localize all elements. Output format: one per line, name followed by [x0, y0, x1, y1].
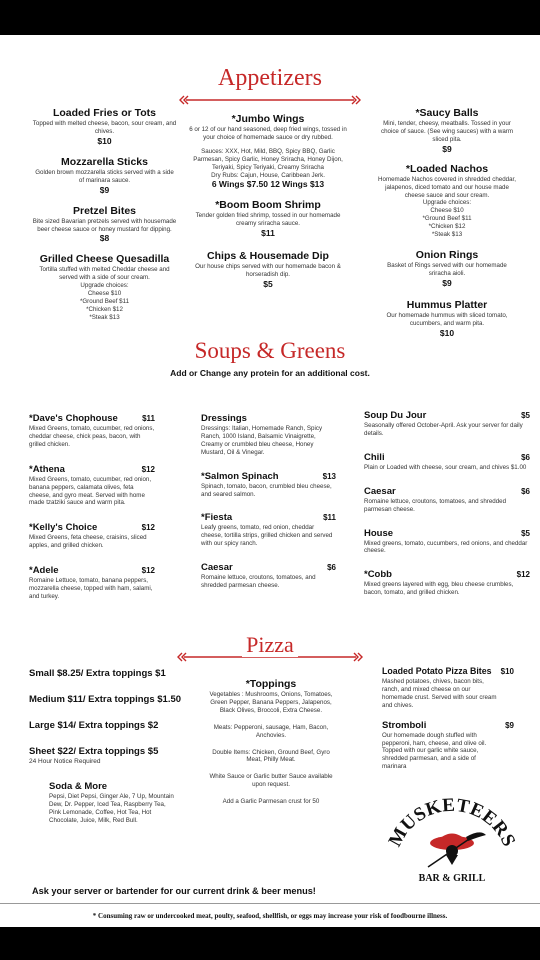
item-price: $5 [521, 528, 530, 538]
item-name: *Toppings [245, 678, 297, 690]
item-name: Pretzel Bites [72, 204, 137, 217]
item-price: $6 [521, 452, 530, 462]
item-name: *Boom Boom Shrimp [215, 199, 321, 212]
menu-item [201, 511, 336, 548]
item-name: Loaded Potato Pizza Bites [382, 666, 492, 676]
item-description: Our house chips served with our homemade bacon & horseradish dip. [195, 263, 341, 279]
item-price: $12 [516, 570, 530, 580]
item-price: $10 [97, 135, 112, 146]
item-description: Our homemade dough stuffed with pepperoni, ham, cheese, and olive oil. Topped with our garlic white sauce, shredded parmesan, and a side of marinara [382, 731, 487, 771]
sheet-notice: 24 Hour Notice Required [29, 758, 101, 765]
menu-item [376, 249, 518, 289]
pizza-size: Medium $11/ Extra toppings $1.50 [29, 694, 182, 705]
menu-item [364, 409, 530, 438]
item-description: Our homemade hummus with sliced tomato, cucumbers, and warm pita. [386, 311, 508, 327]
toppings-sauce: White Sauce or Garlic butter Sauce available upon request. [209, 773, 333, 789]
appetizers-arrow-divider [178, 95, 362, 105]
item-description: Mashed potatoes, chives, bacon bits, ranch, and mixed cheese on our homemade crust. Served with sour cream and chives. [382, 678, 497, 709]
item-name: Loaded Fries or Tots [52, 107, 157, 119]
menu-page [0, 35, 540, 927]
item-name: Hummus Platter [406, 298, 488, 311]
item-description: Mixed Greens, tomato, cucumber, red onion, banana peppers, calamata olives, feta cheese, and gyro meat. Served with home made tzatziki sauce and warm pita. [29, 475, 152, 507]
menu-item [364, 485, 530, 514]
soups-heading: Soups & Greens [194, 338, 346, 363]
menu-item [186, 113, 350, 190]
pizza-size: Small $8.25/ Extra toppings $1 [29, 668, 166, 679]
menu-item [186, 250, 350, 290]
item-description: Tortilla stuffed with melted Cheddar cheese and served with a side of sour cream. [39, 266, 170, 282]
upgrade-line: Upgrade choices: [422, 199, 472, 207]
item-price: 6 Wings $7.50 12 Wings $13 [211, 179, 325, 190]
item-description: Romaine lettuce, croutons, tomatoes, and shredded parmesan cheese. [201, 574, 316, 590]
item-description: Dressings: Italian, Homemade Ranch, Spicy Ranch, 1000 Island, Balsamic Vinaigrette, Creamy or crumbled bleu cheese, Honey Mustard, Oil & Vinegar. [201, 425, 323, 456]
app-right-column [376, 107, 518, 339]
item-description: Mixed Greens, tomato, cucumber, red onions, cheddar cheese, chick peas, bacon, with grilled chicken. [29, 425, 155, 448]
item-name: Chips & Housemade Dip [207, 250, 329, 263]
menu-item [376, 107, 518, 155]
item-price: $12 [141, 523, 155, 533]
upgrade-line: Cheese $10 [87, 290, 122, 298]
menu-item [32, 253, 177, 321]
menu-item [376, 163, 518, 239]
upgrade-line: *Steak $13 [431, 231, 463, 239]
menu-item [201, 412, 336, 457]
pizza-size: Large $14/ Extra toppings $2 [29, 720, 159, 731]
item-description: Plain or Loaded with cheese, sour cream, and chives $1.00 [364, 463, 527, 471]
item-price: $13 [322, 471, 336, 481]
upgrade-line: *Steak $13 [89, 313, 120, 321]
logo-subtitle: BAR & GRILL [418, 873, 486, 884]
item-name: Mozzarella Sticks [61, 155, 148, 168]
toppings-column [207, 678, 335, 806]
app-left-column [32, 107, 177, 322]
item-price: $8 [99, 233, 110, 244]
item-description: Leafy greens, tomato, red onion, cheddar cheese, tortilla strips, grilled chicken and served with our spicy ranch. [201, 524, 333, 548]
upgrade-line: Upgrade choices: [80, 282, 129, 290]
item-description: Bite sized Bavarian pretzels served with housemade beer cheese sauce or honey mustard for dipping. [32, 217, 177, 233]
greens-mid-column [201, 412, 336, 590]
item-price: $11 [323, 513, 336, 523]
appetizers-heading: Appetizers [218, 65, 322, 91]
item-name: *Athena [29, 463, 65, 475]
menu-item [29, 521, 155, 550]
menu-item [29, 780, 179, 825]
upgrade-line: *Ground Beef $11 [422, 215, 472, 223]
item-name: Stromboli [382, 719, 427, 731]
item-name: *Loaded Nachos [405, 162, 489, 175]
item-description: Mini, tender, cheesy, meatballs. Tossed in your choice of sauce. (See wing sauces) with a warm sliced pita. [380, 120, 514, 143]
item-description: 6 or 12 of our hand seasoned, deep fried wings, tossed in your choice of homemade sauce or dry rubbed. [189, 126, 347, 141]
menu-item [186, 199, 350, 239]
menu-item [364, 527, 530, 556]
menu-item [364, 451, 530, 472]
wing-rubs: Dry Rubs: Cajun, House, Caribbean Jerk. [211, 171, 325, 179]
toppings-meats: Meats: Pepperoni, sausage, Ham, Bacon, Anchovies. [213, 723, 329, 739]
musketeer-icon [428, 832, 486, 867]
greens-left-column [29, 412, 155, 601]
menu-item [376, 299, 518, 339]
food-safety-warning: * Consuming raw or undercooked meat, poulty, seafood, shellfish, or eggs may increase your risk of foodbourne illness. [92, 912, 448, 920]
item-description: Spinach, tomato, bacon, crumbled bleu cheese, and seared salmon. [201, 482, 332, 498]
pizza-size: Sheet $22/ Extra toppings $5 [29, 746, 159, 757]
item-description: Homemade Nachos covered in shredded cheddar, jalapenos, diced tomato and our house made cheese sauce and sour cream. [378, 175, 516, 199]
menu-item [32, 205, 177, 245]
menu-item [29, 564, 155, 601]
item-price: $11 [261, 228, 275, 239]
menu-item [32, 156, 177, 196]
menu-item [201, 470, 336, 499]
item-price: $5 [521, 411, 530, 420]
soups-protein-note: Add or Change any protein for an additional cost. [170, 368, 370, 378]
item-name: Dressings [201, 413, 247, 424]
upgrade-line: Cheese $10 [430, 207, 464, 215]
item-name: *Cobb [364, 569, 392, 581]
item-name: Onion Rings [415, 248, 479, 261]
item-description: Mixed greens, tomato, cucumbers, red onions, and cheddar cheese. [364, 539, 528, 555]
pizza-heading [200, 633, 340, 657]
menu-item [382, 719, 514, 772]
upgrade-line: *Ground Beef $11 [79, 298, 130, 306]
pizza-left-column [29, 668, 199, 825]
toppings-vegetables: Vegetables : Mushrooms, Onions, Tomatoes, Green Pepper, Banana Peppers, Jalapenos, Black Olives, Broccoli, Extra Cheese. [209, 691, 333, 714]
wing-sauces: Sauces: XXX, Hot, Mild, BBQ, Spicy BBQ, Garlic Parmesan, Spicy Garlic, Honey Sriracha, Honey Dijon, Teriyaki, Spicy Teriyaki, Creamy Sriracha [193, 147, 343, 171]
item-description: Tender golden fried shrimp, tossed in our homemade creamy sriracha sauce. [195, 212, 341, 228]
item-price: $10 [500, 667, 514, 676]
item-name: Caesar [364, 485, 396, 497]
pizza-right-column [382, 665, 514, 771]
item-description: Romaine lettuce, croutons, tomatoes, and shredded parmesan cheese. [364, 497, 507, 513]
item-price: $10 [439, 327, 455, 338]
item-description: Pepsi, Diet Pepsi, Ginger Ale, 7 Up, Mountain Dew, Dr. Pepper, Iced Tea, Raspberry Tea, Pink Lemonade, Coffee, Hot Tea, Hot Chocolate, Juice, Milk, Red Bull. [49, 793, 174, 824]
item-price: $5 [263, 279, 273, 290]
item-description: Romaine Lettuce, tomato, banana peppers, mozzarella cheese, topped with ham, salami, and turkey. [29, 577, 153, 600]
toppings-parmesan: Add a Garlic Parmesan crust for 50 [222, 798, 320, 806]
menu-item [382, 665, 514, 710]
item-price: $11 [142, 414, 155, 423]
item-description: Mixed Greens, feta cheese, craisins, sliced apples, and grilled chicken. [29, 534, 147, 550]
item-name: *Kelly's Choice [29, 522, 98, 534]
item-name: Chili [364, 451, 385, 463]
item-description: Topped with melted cheese, bacon, sour cream, and chives. [32, 120, 177, 135]
item-price: $9 [99, 184, 110, 195]
upgrade-line: *Chicken $12 [428, 223, 466, 231]
item-description: Golden brown mozzarella sticks served with a side of marinara sauce. [35, 168, 174, 184]
menu-item [29, 412, 155, 449]
item-price: $12 [141, 566, 155, 576]
item-name: *Adele [29, 565, 59, 577]
upgrade-line: *Chicken $12 [86, 305, 123, 313]
app-mid-column [186, 113, 350, 290]
item-description: Mixed greens layered with egg, bleu cheese crumbles, bacon, tomato, and grilled chicken. [364, 581, 514, 597]
item-name: Grilled Cheese Quesadilla [39, 253, 170, 266]
menu-item [29, 463, 155, 508]
item-name: House [364, 527, 394, 539]
item-price: $12 [141, 464, 155, 474]
item-name: Soda & More [49, 781, 108, 792]
item-price: $9 [442, 143, 452, 154]
item-price: $9 [442, 277, 452, 288]
item-name: *Jumbo Wings [231, 113, 305, 125]
item-price: $9 [505, 720, 514, 730]
item-name: *Salmon Spinach [201, 470, 279, 482]
logo-name: MUSKETEERS [384, 794, 520, 851]
greens-right-column [364, 409, 530, 597]
toppings-double: Double Items: Chicken, Ground Beef, Gyro Meat, Philly Meat. [212, 748, 330, 764]
pizza-heading-text: Pizza [242, 632, 298, 657]
footer-divider [0, 903, 540, 904]
menu-item [364, 568, 530, 597]
musketeers-logo [382, 785, 522, 885]
item-name: *Saucy Balls [415, 107, 479, 119]
item-name: *Fiesta [201, 512, 233, 524]
item-description: Basket of Rings served with our homemade sriracha aioli. [387, 261, 507, 277]
item-name: Caesar [201, 562, 233, 574]
item-price: $6 [521, 486, 530, 496]
menu-item [32, 107, 177, 147]
menu-item [201, 561, 336, 590]
drinks-notice: Ask your server or bartender for our current drink & beer menus! [32, 886, 316, 896]
item-price: $6 [327, 563, 336, 573]
item-description: Seasonally offered October-April. Ask your server for daily details. [364, 422, 523, 437]
item-name: *Dave's Chophouse [29, 413, 118, 424]
item-name: Soup Du Jour [364, 410, 427, 421]
